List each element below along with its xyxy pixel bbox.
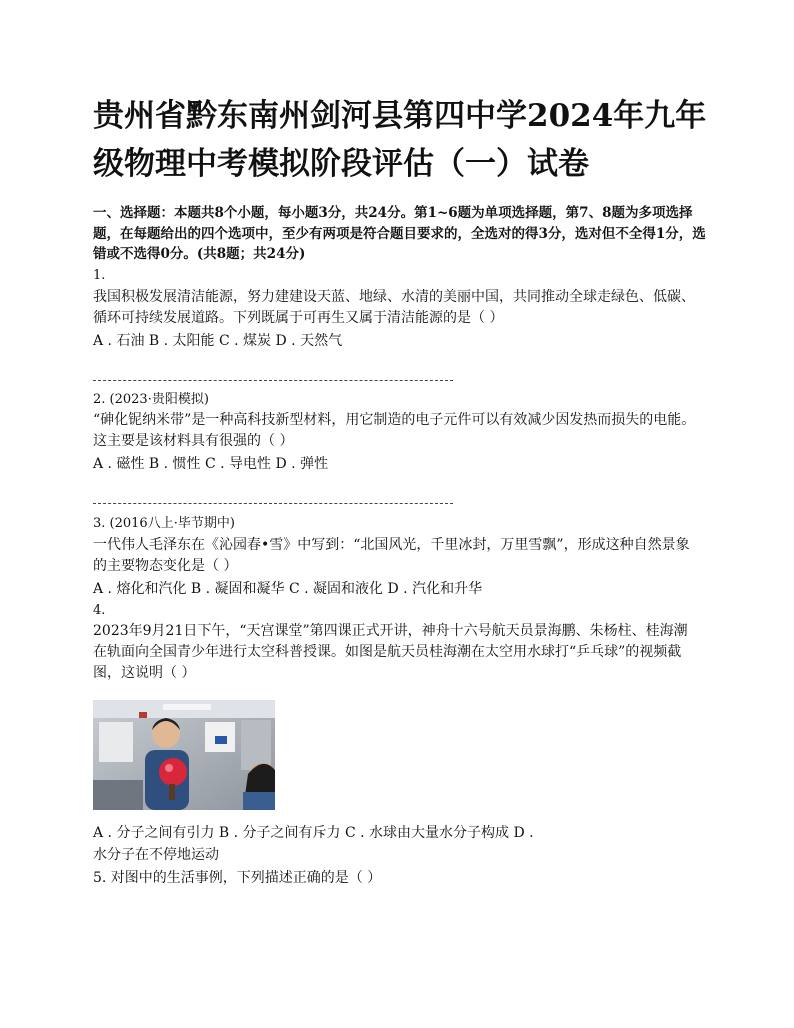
title-line-2: 级物理中考模拟阶段评估（一）试卷: [93, 146, 589, 182]
question-3-options: A . 熔化和汽化 B . 凝固和凝华 C . 凝固和液化 D . 汽化和升华: [93, 581, 483, 597]
question-1-stem: 我国积极发展清洁能源，努力建建设天蓝、地绿、水清的美丽中国，共同推动全球走绿色、低碳、循环可持续发展道路。下列既属于可再生又属于清洁能源的是（ ）: [93, 289, 695, 326]
question-4-options-line-2: 水分子在不停地运动: [93, 847, 219, 863]
section-header: 一、选择题：本题共8个小题，每小题3分，共24分。第1~6题为单项选择题，第7、8题为多项选择题，在每题给出的四个选项中，至少有两项是符合题目要求的，全选对的得3分，选对但不全得1分，选错或不选得0分。(共8题；共24分): [93, 205, 706, 262]
separator-line-1: [93, 380, 453, 381]
question-4-number: 4.: [93, 603, 106, 618]
question-5: [93, 868, 381, 889]
question-5-stem: 对图中的生活事例，下列描述正确的是（ ）: [106, 870, 382, 886]
question-4-options-line-1: A . 分子之间有引力 B . 分子之间有斥力 C . 水球由大量水分子构成 D .: [93, 825, 534, 841]
question-3-header: 3. (2016八上·毕节期中): [93, 516, 235, 531]
question-4-stem: 2023年9月21日下午，“天宫课堂”第四课正式开讲，神舟十六号航天员景海鹏、朱杨柱、桂海潮在轨面向全国青少年进行太空科普授课。如图是航天员桂海潮在太空用水球打“乒乓球”的视频截图，这说明（ ）: [93, 623, 688, 681]
question-3-stem: 一代伟人毛泽东在《沁园春•雪》中写到：“北国风光，千里冰封，万里雪飘”，形成这种自然景象的主要物态变化是（ ）: [93, 537, 690, 574]
question-2-stem: “砷化铌纳米带”是一种高科技新型材料，用它制造的电子元件可以有效减少因发热而损失的电能。这主要是该材料具有很强的（ ）: [93, 412, 696, 449]
title-line-1: 贵州省黔东南州剑河县第四中学2024年九年: [93, 98, 707, 134]
astronaut-photo: [93, 700, 275, 810]
question-2-options: A . 磁性 B . 惯性 C . 导电性 D . 弹性: [93, 456, 329, 472]
question-1-number: 1.: [93, 268, 106, 283]
exam-title: [93, 92, 713, 188]
question-5-number: 5.: [93, 870, 107, 886]
question-2-header: 2. (2023·贵阳模拟): [93, 392, 209, 407]
separator-line-2: [93, 503, 453, 504]
question-1-options: A . 石油 B . 太阳能 C . 煤炭 D . 天然气: [93, 333, 343, 349]
